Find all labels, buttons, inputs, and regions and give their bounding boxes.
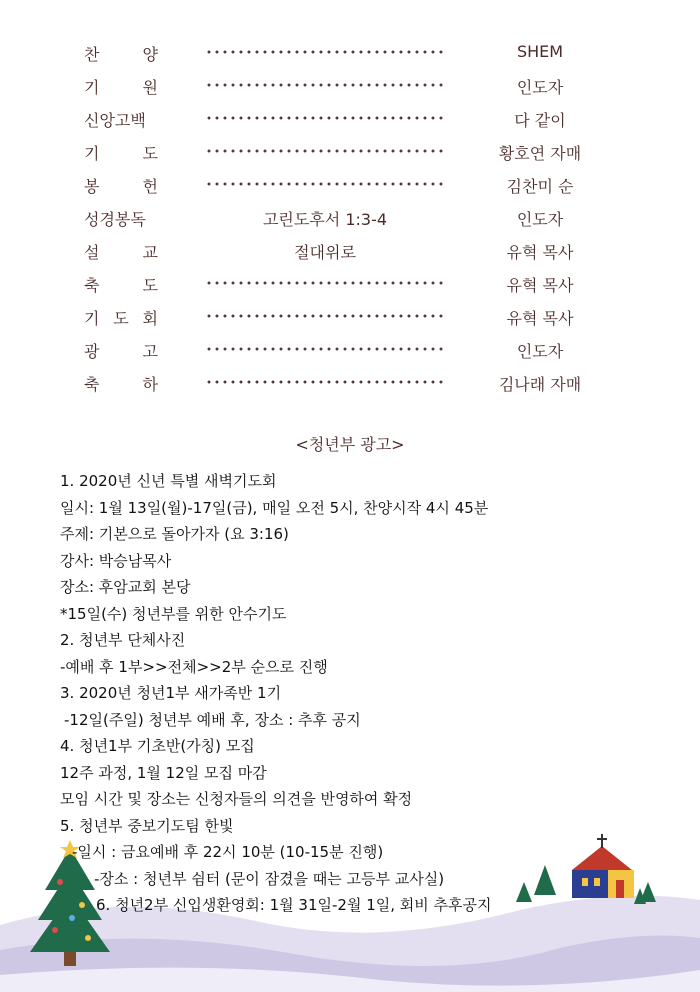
- notice-line: 6. 청년2부 신입생환영회: 1월 31일-2월 1일, 회비 추후공지: [96, 896, 492, 914]
- dotted-leader: [205, 148, 445, 154]
- order-item-person: 유혁 목사: [506, 276, 574, 295]
- order-item-person: 황호연 자매: [498, 144, 582, 163]
- order-item-name-part: 원: [142, 78, 158, 97]
- order-row: [0, 368, 700, 401]
- dotted-leader: [205, 313, 445, 319]
- order-item-name-part: 도: [142, 144, 158, 163]
- notice-line: -장소 : 청년부 쉼터 (문이 잠겼을 때는 고등부 교사실): [94, 869, 445, 888]
- notice-line: 1. 2020년 신년 특별 새벽기도회: [60, 472, 277, 490]
- order-item-name-part: 축: [84, 375, 100, 394]
- notice-line: 3. 2020년 청년1부 새가족반 1기: [60, 684, 282, 702]
- order-item-name-part: 헌: [142, 177, 158, 196]
- order-item-name: [84, 108, 158, 131]
- notice-line: 모임 시간 및 장소는 신청자들의 의견을 반영하여 확정: [60, 790, 413, 808]
- dotted-leader: [205, 49, 445, 55]
- order-item-name-part: 교: [142, 243, 158, 262]
- order-item-name-part: 찬: [84, 45, 100, 64]
- order-row: [0, 302, 700, 335]
- order-row: [0, 38, 700, 71]
- order-item-name-part: 신앙고백: [84, 111, 146, 130]
- order-item-person: 김나래 자매: [498, 375, 582, 394]
- order-item-person: 인도자: [516, 342, 564, 361]
- order-item-name: [84, 42, 158, 65]
- notice-line: -예배 후 1부>>전체>>2부 순으로 진행: [60, 657, 328, 676]
- notice-line: 일시: 1월 13일(월)-17일(금), 매일 오전 5시, 찬양시작 4시 45분: [60, 498, 489, 517]
- notice-line: 2. 청년부 단체사진: [60, 631, 186, 649]
- order-item-name: [84, 75, 158, 98]
- order-row: [0, 203, 700, 236]
- order-item-person: 유혁 목사: [506, 309, 574, 328]
- order-item-name-part: 양: [142, 45, 158, 64]
- order-item-person: 김찬미 순: [506, 177, 574, 196]
- order-row: [0, 236, 700, 269]
- order-row: [0, 335, 700, 368]
- dotted-leader: [205, 280, 445, 286]
- order-item-name: [84, 372, 158, 395]
- dotted-leader: [205, 115, 445, 121]
- order-item-name-part: 고: [142, 342, 158, 361]
- notice-line: 5. 청년부 중보기도팀 한빛: [60, 816, 234, 835]
- order-item-detail: 절대위로: [294, 243, 356, 262]
- notice-line: 주제: 기본으로 돌아가자 (요 3:16): [60, 525, 289, 543]
- order-item-name-part: 기: [84, 309, 100, 328]
- order-item-name-part: 기: [84, 78, 100, 97]
- order-item-name-part: 설: [84, 243, 100, 262]
- order-item-detail: 고린도후서 1:3-4: [262, 210, 388, 229]
- notice-line: 장소: 후암교회 본당: [60, 578, 191, 596]
- order-row: [0, 269, 700, 302]
- order-item-person: 유혁 목사: [506, 243, 574, 262]
- notice-line: -12일(주일) 청년부 예배 후, 장소 : 추후 공지: [64, 710, 361, 729]
- dotted-leader: [205, 82, 445, 88]
- order-item-name: [84, 273, 158, 296]
- order-item-name-part: 도: [142, 276, 158, 295]
- order-item-person: SHEM: [516, 42, 564, 61]
- notice-title: <청년부 광고>: [295, 435, 405, 454]
- order-item-name-part: 성경봉독: [84, 210, 146, 229]
- order-item-name: [84, 207, 158, 230]
- notice-line: 4. 청년1부 기초반(가칭) 모집: [60, 737, 255, 755]
- order-row: [0, 104, 700, 137]
- order-row: [0, 170, 700, 203]
- dotted-leader: [205, 181, 445, 187]
- dotted-leader: [205, 379, 445, 385]
- order-item-name-part: 광: [84, 342, 100, 361]
- notice-line: 12주 과정, 1월 12일 모집 마감: [60, 763, 267, 782]
- notice-line: *15일(수) 청년부를 위한 안수기도: [60, 604, 287, 623]
- order-item-name: [84, 174, 158, 197]
- order-item-name: [84, 339, 158, 362]
- notice-line: -일시 : 금요예배 후 22시 10분 (10-15분 진행): [72, 843, 384, 861]
- order-item-name: [84, 141, 158, 164]
- order-item-name-part: 축: [84, 276, 100, 295]
- order-item-person: 다 같이: [514, 111, 566, 130]
- notice-line: 강사: 박승남목사: [60, 551, 172, 570]
- order-item-person: 인도자: [516, 78, 564, 97]
- order-item-person: 인도자: [516, 210, 564, 229]
- order-row: [0, 71, 700, 104]
- order-item-name-part: 회: [142, 309, 158, 328]
- order-item-name-part: 도: [113, 309, 129, 328]
- order-item-name-part: 기: [84, 144, 100, 163]
- order-item-name: [84, 306, 158, 329]
- order-item-name: [84, 240, 158, 263]
- order-row: [0, 137, 700, 170]
- order-item-name-part: 하: [142, 375, 158, 394]
- dotted-leader: [205, 346, 445, 352]
- church-icon: [572, 834, 634, 898]
- order-item-name-part: 봉: [84, 177, 100, 196]
